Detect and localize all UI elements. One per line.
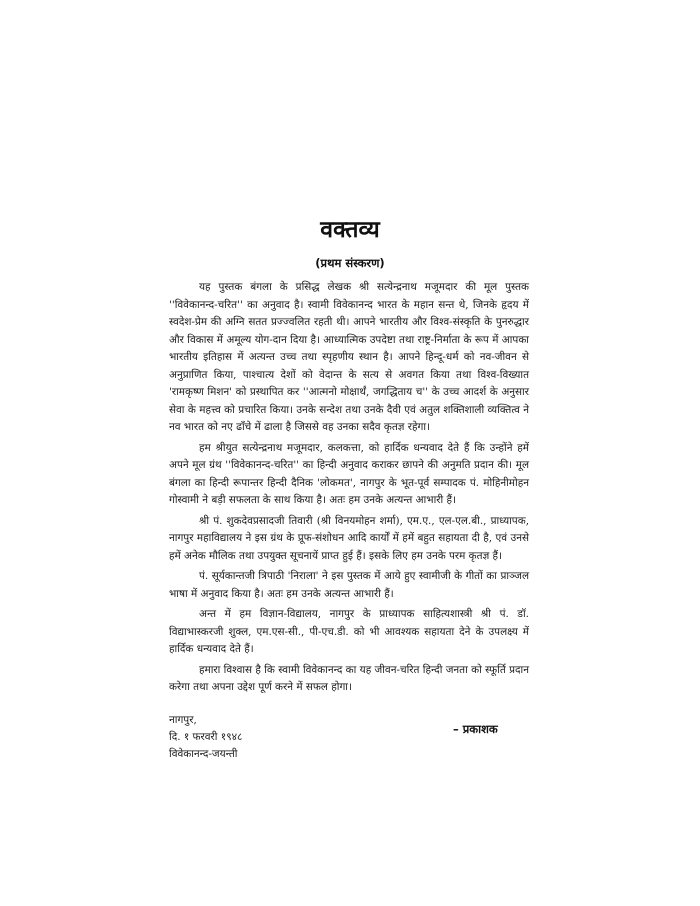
paragraph: श्री पं. शुकदेवप्रसादजी तिवारी (श्री विनयमोहन शर्मा), एम.ए., एल-एल.बी., प्राध्यापक, नागपुर महाविद्यालय ने इस ग्रंथ के प्रूफ-संशोधन आदि कार्यों में हमें बहुत सहायता दी है, एवं उनसे हमें अनेक मौलिक तथा उपयुक्त सूचनायें प्राप्त हुई हैं। इसके लिए हम उनके परम कृतज्ञ हैं। — [169, 514, 529, 562]
statement-body — [169, 279, 529, 700]
publisher-signature: – प्रकाशक — [453, 722, 498, 736]
paragraph: अन्त में हम विज्ञान-विद्यालय, नागपुर के प्राध्यापक साहित्यशास्त्री श्री पं. डॉ. विद्याभास्करजी शुक्ल, एम.एस-सी., पी-एच.डी. को भी आवश्यक सहायता देने के उपलक्ष्य में हार्दिक धन्यवाद देते हैं। — [169, 608, 529, 655]
signoff-occasion: विवेकानन्द-जयन्ती — [169, 748, 238, 760]
edition-subtitle: (प्रथम संस्करण) — [315, 256, 385, 270]
signoff-block — [169, 712, 529, 763]
paragraph: पं. सूर्यकान्तजी त्रिपाठी 'निराला' ने इस पुस्तक में आये हुए स्वामीजी के गीतों का प्राञ्जल भाषा में अनुवाद किया है। अतः हम उनके अत्यन्त आभारी हैं। — [169, 570, 529, 600]
paragraph: यह पुस्तक बंगला के प्रसिद्ध लेखक श्री सत्येन्द्रनाथ मजूमदार की मूल पुस्तक ''विवेकानन्द-चरित'' का अनुवाद है। स्वामी विवेकानन्द भारत के महान सन्त थे, जिनके हृदय में स्वदेश-प्रेम की अग्नि सतत प्रज्ज्वलित रहती थी। आपने भारतीय और विश्व-संस्कृति के पुनरुद्धार और विकास में अमूल्य योग-दान दिया है। आध्यात्मिक उपदेष्टा तथा राष्ट्र-निर्माता के रूप में आपका भारतीय इतिहास में अत्यन्त उच्च तथा स्पृहणीय स्थान है। आपने हिन्दू-धर्म को नव-जीवन से अनुप्राणित किया, पाश्चात्य देशों को वेदान्त के सत्य से अवगत किया तथा विश्व-विख्यात 'रामकृष्ण मिशन' को प्रस्थापित कर ''आत्मनो मोक्षार्थं, जगद्धिताय च'' के उच्च आदर्श के अनुसार सेवा के महत्त्व को प्रचारित किया। उनके सन्देश तथा उनके दैवी एवं अतुल शक्तिशाली व्यक्तित्व ने नव भारत को नए ढाँचे में ढाला है जिससे वह उनका सदैव कृतज्ञ रहेगा। — [169, 281, 529, 433]
signoff-place: नागपुर, — [169, 714, 197, 726]
signoff-date: दि. १ फरवरी १९४८ — [169, 731, 243, 743]
page-title: वक्तव्य — [320, 217, 380, 243]
paragraph: हमारा विश्वास है कि स्वामी विवेकानन्द का यह जीवन-चरित हिन्दी जनता को स्फूर्ति प्रदान करेगा तथा अपना उद्देश पूर्ण करने में सफल होगा। — [169, 663, 529, 693]
paragraph: हम श्रीयुत सत्येन्द्रनाथ मजूमदार, कलकत्ता, को हार्दिक धन्यवाद देते हैं कि उन्होंने हमें अपने मूल ग्रंथ ''विवेकानन्द-चरित'' का हिन्दी अनुवाद कराकर छापने की अनुमति प्रदान की। मूल बंगला का हिन्दी रूपान्तर हिन्दी दैनिक 'लोकमत', नागपुर के भूत-पूर्व सम्पादक पं. मोहिनीमोहन गोस्वामी ने बड़ी सफलता के साथ किया है। अतः हम उनके अत्यन्त आभारी हैं। — [169, 441, 529, 506]
